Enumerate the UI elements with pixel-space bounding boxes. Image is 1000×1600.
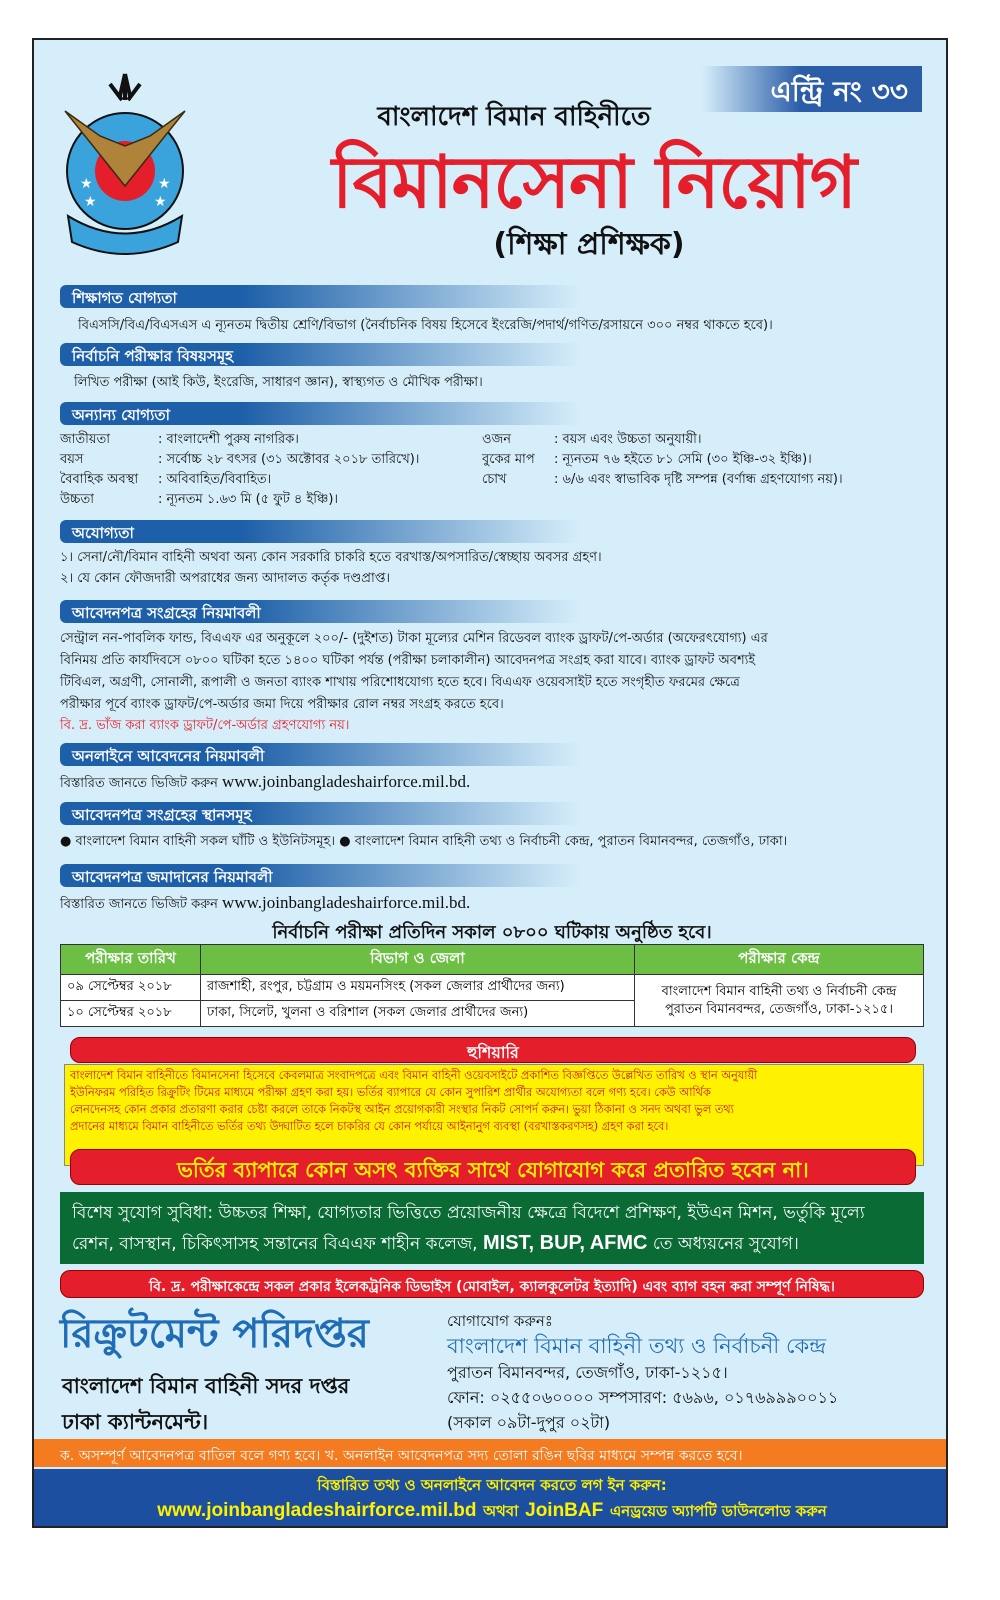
- online-url-link[interactable]: www.joinbangladeshairforce.mil.bd.: [222, 772, 471, 791]
- fraud-warning-banner: ভর্তির ব্যাপারে কোন অসৎ ব্যক্তির সাথে যোগাযোগ করে প্রতারিত হবেন না।: [70, 1149, 916, 1185]
- contact-label: যোগাযোগ করুনঃ: [447, 1312, 553, 1330]
- contact-phone: ফোন: ০২৫৫০৬০০০০ সম্পসারণ: ৫৬৯৬, ০১৭৬৯৯৯০০১১: [447, 1388, 839, 1407]
- table-header: বিভাগ ও জেলা: [201, 945, 635, 975]
- device-prohibition-note: বি. দ্র. পরীক্ষাকেন্দ্রে সকল প্রকার ইলেকট্রনিক ডিভাইস (মোবাইল, ক্যালকুলেটর ইত্যাদি) এবং ব্যাগ বহন করা সম্পূর্ণ নিষিদ্ধ।: [60, 1270, 924, 1298]
- submission-url-link[interactable]: www.joinbangladeshairforce.mil.bd.: [222, 893, 471, 912]
- recruitment-directorate-title: রিক্রুটমেন্ট পরিদপ্তর: [60, 1311, 369, 1357]
- collection-text-line: বিনিময় প্রতি কার্যদিবসে ০৮০০ ঘটিকা হতে ১৪০০ ঘটিকা পর্যন্ত (পরীক্ষা চলাকালীন) আবেদনপত্র সংগ্রহ করা যাবে। ব্যাংক ড্রাফট অবশ্যই: [60, 653, 756, 668]
- collection-text-line: পরীক্ষার পূর্বে ব্যাংক ড্রাফট/পে-অর্ডার জমা দিয়ে পরীক্ষার রোল নম্বর সংগ্রহ করতে হবে।: [60, 697, 504, 712]
- collection-text-line: টিবিএল, অগ্রণী, সোনালী, রূপালী ও জনতা ব্যাংক শাখায় পরিশোধযোগ্য হতে হবে। বিএএফ ওয়েবসাইট হতে সংগৃহীত ফরমের ক্ষেত্রে: [60, 675, 740, 690]
- hq-location: ঢাকা ক্যান্টনমেন্ট।: [62, 1410, 209, 1434]
- qual-marital: বৈবাহিক অবস্থা : অবিবাহিত/বিবাহিত।: [60, 472, 272, 487]
- section-header-disqualification: অযোগ্যতা: [60, 520, 580, 543]
- collection-note: বি. দ্র. ভাঁজ করা ব্যাংক ড্রাফট/পে-অর্ডার গ্রহণযোগ্য নয়।: [60, 718, 350, 733]
- svg-text:★: ★: [158, 176, 171, 192]
- table-row: ১০ সেপ্টেম্বর ২০১৮ ঢাকা, সিলেট, খুলনা ও বরিশাল (সকল জেলার প্রার্থীদের জন্য): [61, 1001, 924, 1027]
- exam-schedule-table: [60, 944, 924, 1027]
- footer-bar: বিস্তারিত তথ্য ও অনলাইনে আবেদন করতে লগ ইন করুন: www.joinbangladeshairforce.mil.bd অথবা JoinBAF এনড্রয়েড অ্যাপটি ডাউনলোড করুন: [34, 1469, 948, 1528]
- section-header-education: শিক্ষাগত যোগ্যতা: [60, 285, 580, 308]
- section-header-exam-subjects: নির্বাচনি পরীক্ষার বিষয়সমূহ: [60, 343, 580, 366]
- application-notes-bar: ক. অসম্পূর্ণ আবেদনপত্র বাতিল বলে গণ্য হবে। খ. অনলাইন আবেদনপত্র সদ্য তোলা রঙিন ছবির মাধ্যমে সম্পন্ন করতে হবে।: [34, 1439, 948, 1467]
- section-header-online-application: অনলাইনে আবেদনের নিয়মাবলী: [60, 743, 580, 766]
- qual-eyes: চোখ : ৬/৬ এবং স্বাভাবিক দৃষ্টি সম্পন্ন (বর্ণান্ধ গ্রহণযোগ্য নয়)।: [482, 472, 843, 487]
- qual-age: বয়স : সর্বোচ্চ ২৮ বৎসর (৩১ অক্টোবর ২০১৮ তারিখে)।: [60, 452, 420, 467]
- online-info: বিস্তারিত জানতে ভিজিট করুন www.joinbangladeshairforce.mil.bd.: [60, 772, 471, 791]
- header-subtitle: বাংলাদেশ বিমান বাহিনীতে: [377, 102, 651, 132]
- app-name: JoinBAF: [525, 1500, 604, 1521]
- education-text: বিএসসি/বিএ/বিএসএস এ ন্যূনতম দ্বিতীয় শ্রেণি/বিভাগ (নৈর্বাচনিক বিষয় হিসেবে ইংরেজি/পদার্থ/গণিত/রসায়নে ৩০০ নম্বর থাকতে হবে)।: [78, 318, 773, 333]
- hq-name: বাংলাদেশ বিমান বাহিনী সদর দপ্তর: [62, 1374, 350, 1398]
- qual-height: উচ্চতা : ন্যূনতম ১.৬৩ মি (৫ ফুট ৪ ইঞ্চি)।: [60, 492, 339, 507]
- section-header-submission: আবেদনপত্র জমাদানের নিয়মাবলী: [60, 864, 580, 887]
- table-header: পরীক্ষার কেন্দ্র: [635, 945, 924, 975]
- contact-address: পুরাতন বিমানবন্দর, তেজগাঁও, ঢাকা-১২১৫।: [447, 1363, 728, 1382]
- qual-nationality: জাতীয়তা : বাংলাদেশী পুরুষ নাগরিক।: [60, 432, 299, 447]
- disqualification-item: ১। সেনা/নৌ/বিমান বাহিনী অথবা অন্য কোন সরকারি চাকরি হতে বরখাস্ত/অপসারিত/স্বেচ্ছায় অবসর গ্রহণ।: [60, 550, 602, 565]
- collection-places-text: ● বাংলাদেশ বিমান বাহিনী সকল ঘাঁটি ও ইউনিটসমূহ। ● বাংলাদেশ বিমান বাহিনী তথ্য ও নির্বাচনী কেন্দ্র, পুরাতন বিমানবন্দর, তেজগাঁও, ঢাকা।: [60, 834, 788, 849]
- contact-hours: (সকাল ০৯টা-দুপুর ০২টা): [447, 1413, 611, 1432]
- table-row: ০৯ সেপ্টেম্বর ২০১৮ রাজশাহী, রংপুর, চট্টগ্রাম ও ময়মনসিংহ (সকল জেলার প্রার্থীদের জন্য) বাংলাদেশ বিমান বাহিনী তথ্য ও নির্বাচনী কেন্দ্র পুরাতন বিমানবন্দর, তেজগাঁও, ঢাকা-১২১৫।: [61, 975, 924, 1001]
- collection-text-line: সেন্ট্রাল নন-পাবলিক ফান্ড, বিএএফ এর অনুকূলে ২০০/- (দুইশত) টাকা মূল্যের মেশিন রিডেবল ব্যাংক ড্রাফট/পে-অর্ডার (অফেরৎযোগ্য) এর: [60, 631, 768, 646]
- svg-text:★: ★: [80, 176, 93, 192]
- position-title: (শিক্ষা প্রশিক্ষক): [493, 227, 685, 262]
- warning-text: বাংলাদেশ বিমান বাহিনীতে বিমানসেনা হিসেবে কেবলমাত্র সংবাদপত্রে এবং বিমান বাহিনী ওয়েবসাইটে প্রকাশিত বিজ্ঞপ্তিতে উল্লেখিত তারিখ ও স্থান অনুযায়ী ইউনিফরম পরিহিত রিক্রুটিং টিমের মাধ্যমে পরীক্ষা গ্রহণ করা হয়। ভর্তির ব্যাপারে যে কোন সুপারিশ প্রার্থীর অযোগ্যতা বলে গণ্য হবে। কেউ আর্থিক লেনদেনসহ কোন প্রকার প্রতারণা করার চেষ্টা করলে তাকে নিকটস্থ আইন প্রয়োগকারী সংস্থার নিকট সোপর্দ করুন। ভুয়া ঠিকানা ও সনদ অথবা ভুল তথ্য প্রদানের মাধ্যমে বিমান বাহিনীতে ভর্তির তথ্য উদ্ঘাটিত হলে চাকরির যে কোন পর্যায়ে আইনানুগ ব্যবস্থা (বরখাস্তকরণসহ) গ্রহণ করা হবে।: [70, 1069, 758, 1133]
- exam-subjects-text: লিখিত পরীক্ষা (আই কিউ, ইংরেজি, সাধারণ জ্ঞান), স্বাস্থ্যগত ও মৌখিক পরীক্ষা।: [74, 375, 483, 390]
- footer-url-link[interactable]: www.joinbangladeshairforce.mil.bd: [157, 1500, 477, 1521]
- qual-weight: ওজন : বয়স এবং উচ্চতা অনুযায়ী।: [482, 432, 702, 447]
- exam-time-notice: নির্বাচনি পরীক্ষা প্রতিদিন সকাল ০৮০০ ঘটিকায় অনুষ্ঠিত হবে।: [272, 922, 712, 943]
- disqualification-item: ২। যে কোন ফৌজদারী অপরাধের জন্য আদালত কর্তৃক দণ্ডপ্রাপ্ত।: [60, 571, 391, 586]
- qual-chest: বুকের মাপ : ন্যূনতম ৭৬ হইতে ৮১ সেমি (৩০ ইঞ্চি-৩২ ইঞ্চি)।: [482, 452, 812, 467]
- section-header-other-qualifications: অন্যান্য যোগ্যতা: [60, 402, 580, 425]
- benefits-box: বিশেষ সুযোগ সুবিধা: উচ্চতর শিক্ষা, যোগ্যতার ভিত্তিতে প্রয়োজনীয় ক্ষেত্রে বিদেশে প্রশিক্ষণ, ইউএন মিশন, ভর্তুকি মূল্যে রেশন, বাসস্থান, চিকিৎসাসহ সন্তানের বিএএফ শাহীন কলেজ, MIST, BUP, AFMC তে অধ্যয়নের সুযোগ।: [60, 1192, 924, 1264]
- entry-number-badge: এন্ট্রি নং ৩৩: [702, 66, 922, 112]
- section-header-form-collection: আবেদনপত্র সংগ্রহের নিয়মাবলী: [60, 600, 580, 623]
- submission-info: বিস্তারিত জানতে ভিজিট করুন www.joinbangladeshairforce.mil.bd.: [60, 893, 471, 912]
- svg-text:★: ★: [84, 194, 97, 210]
- section-header-collection-places: আবেদনপত্র সংগ্রহের স্থানসমূহ: [60, 802, 580, 825]
- air-force-emblem-logo: [60, 66, 190, 256]
- warning-title: হুশিয়ারি: [70, 1037, 916, 1063]
- exam-center-cell: বাংলাদেশ বিমান বাহিনী তথ্য ও নির্বাচনী কেন্দ্র পুরাতন বিমানবন্দর, তেজগাঁও, ঢাকা-১২১৫।: [635, 975, 924, 1027]
- contact-org: বাংলাদেশ বিমান বাহিনী তথ্য ও নির্বাচনী কেন্দ্র: [447, 1334, 827, 1358]
- recruitment-poster: [32, 38, 948, 1528]
- svg-text:★: ★: [154, 194, 167, 210]
- page-title: বিমানসেনা নিয়োগ: [332, 140, 856, 224]
- table-header: পরীক্ষার তারিখ: [61, 945, 201, 975]
